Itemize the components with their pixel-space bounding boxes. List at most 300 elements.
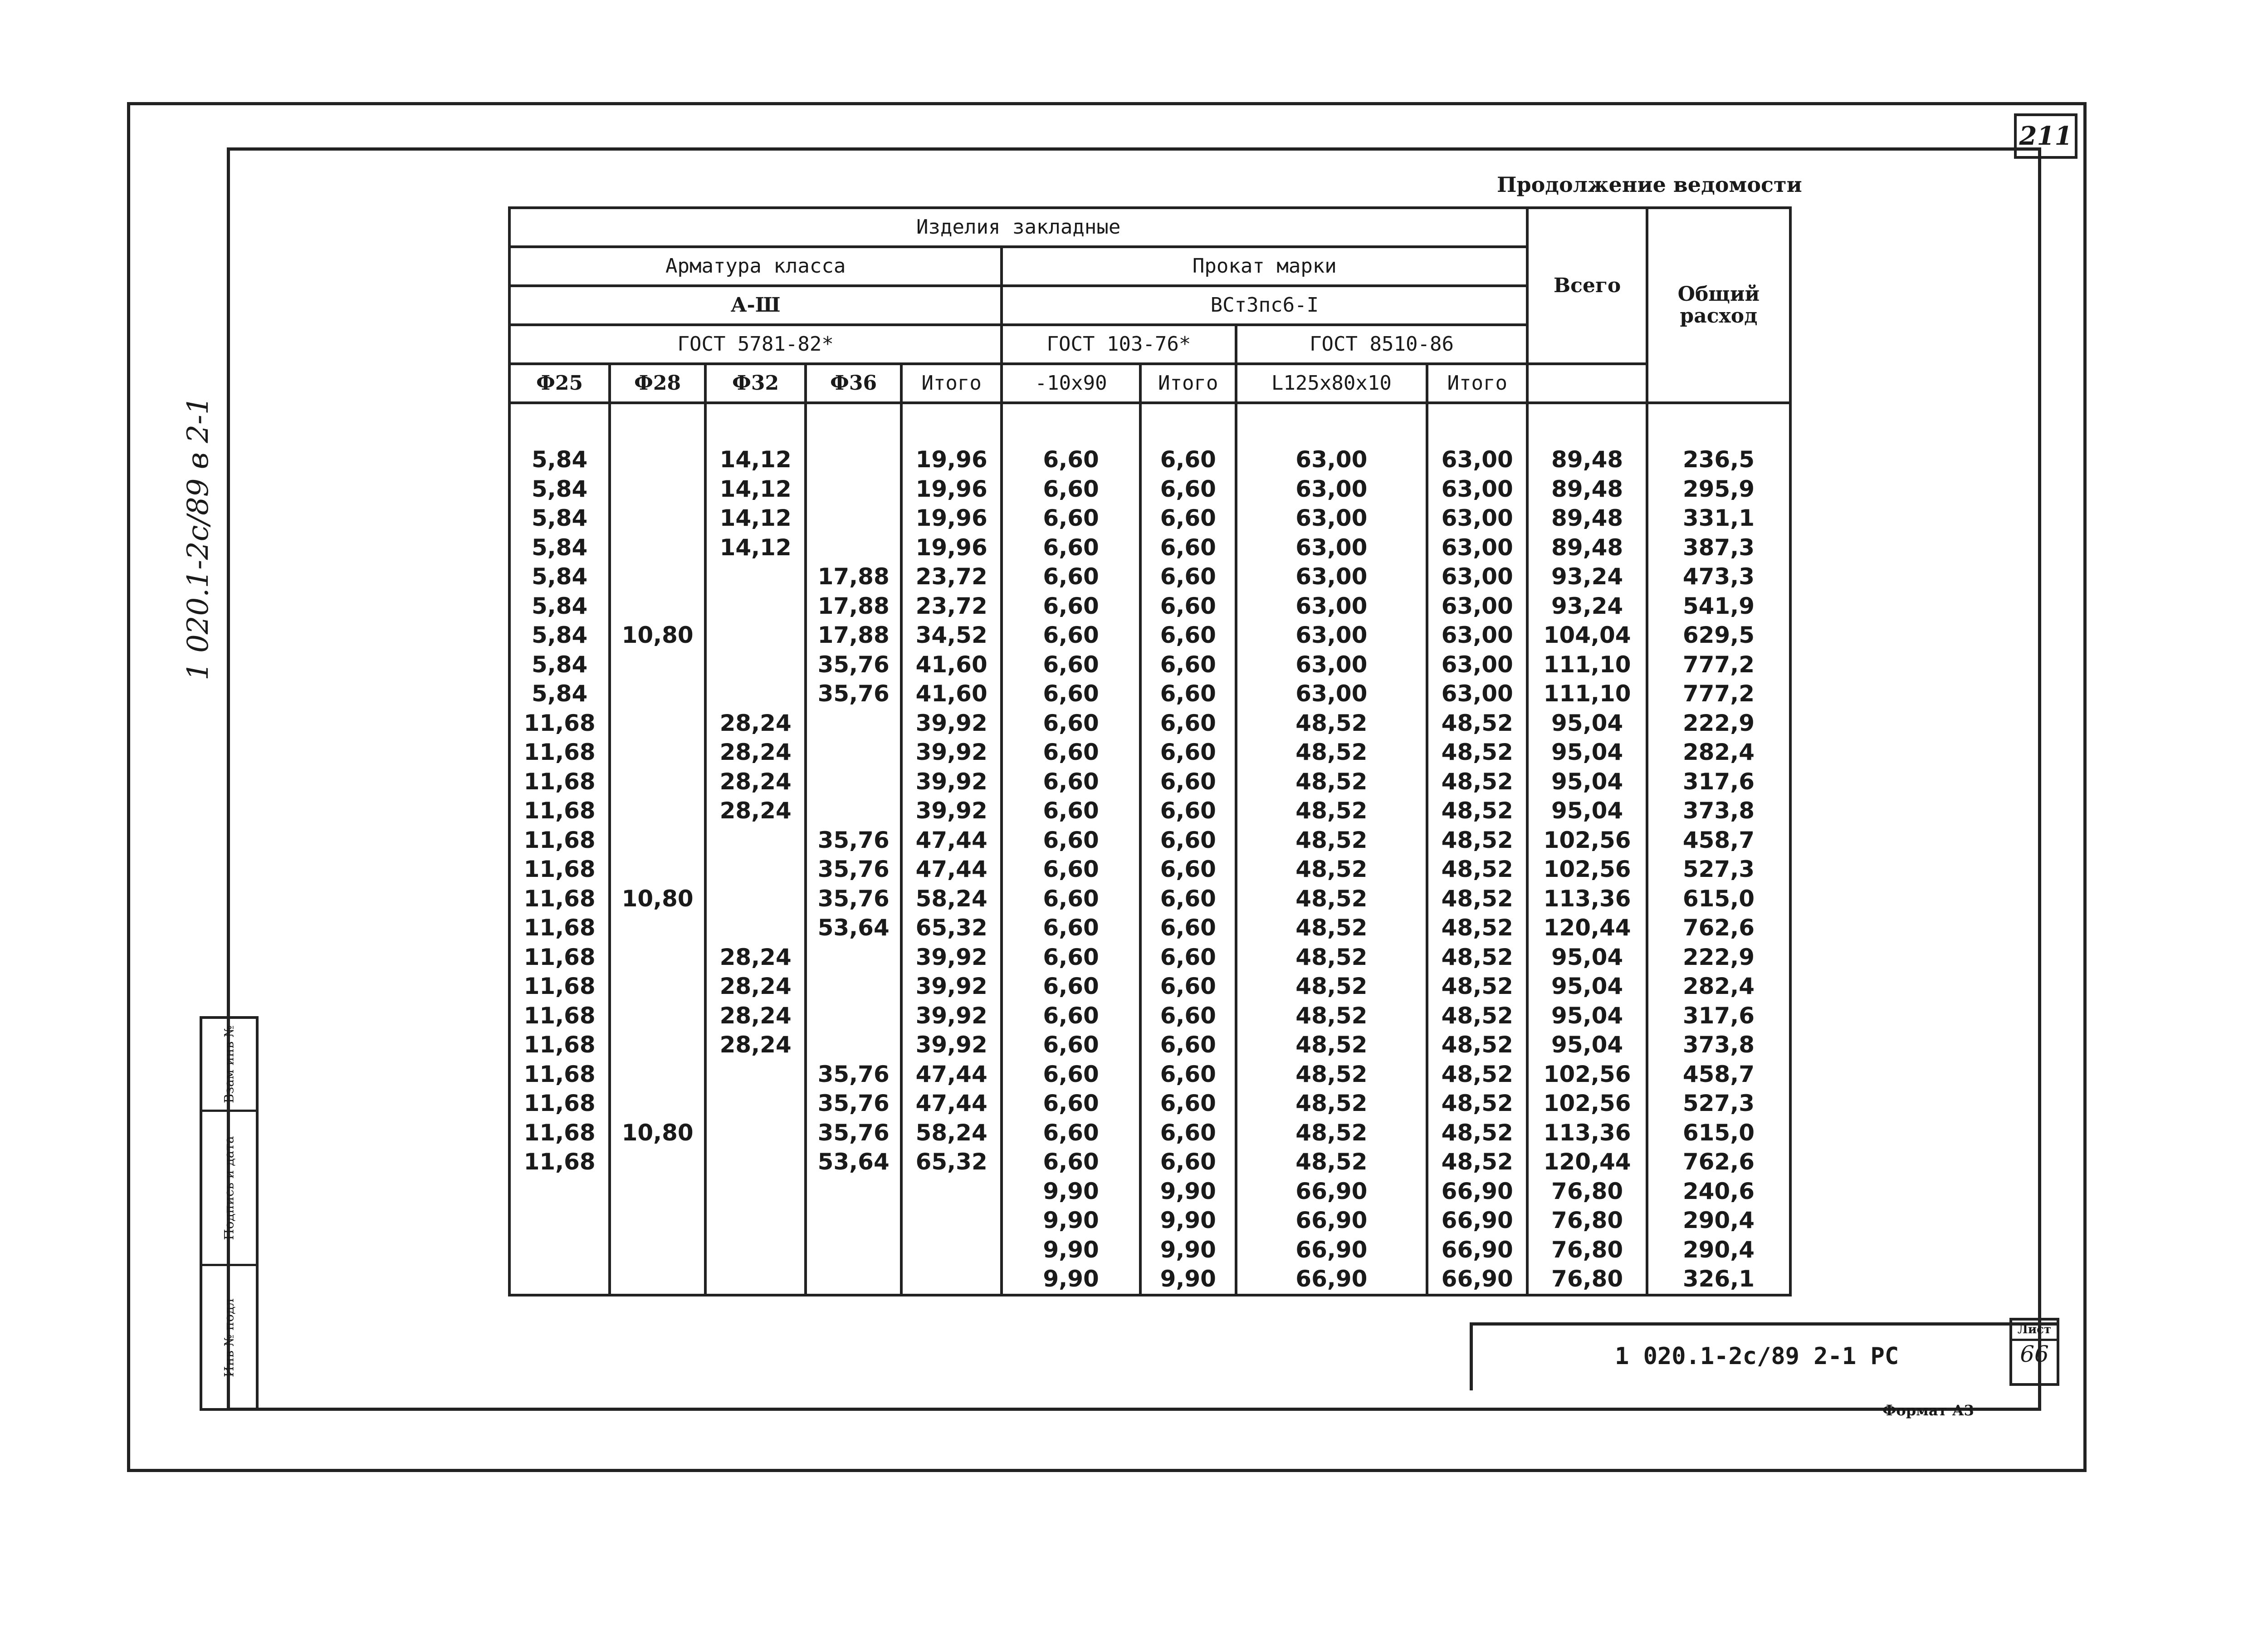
table-cell: 6,60 [1002,562,1140,592]
table-cell: 762,6 [1647,1147,1790,1177]
table-cell: 11,68 [509,972,610,1001]
table-cell: 95,04 [1527,767,1647,797]
table-cell: 373,8 [1647,1030,1790,1060]
table-cell: 63,00 [1236,679,1427,709]
table-cell: 39,92 [901,1030,1002,1060]
sheet-box [2009,1318,2059,1386]
table-body [509,403,1790,1295]
table-cell: 35,76 [806,1089,901,1118]
table-cell: 10,80 [610,1118,705,1148]
table-cell: 6,60 [1002,504,1140,533]
table-cell: 6,60 [1140,1001,1236,1031]
table-cell: 63,00 [1236,475,1427,504]
table-cell: 290,4 [1647,1206,1790,1235]
table-cell [610,504,705,533]
table-cell: 66,90 [1236,1177,1427,1206]
table-cell: 19,96 [901,504,1002,533]
table-cell: 63,00 [1427,621,1527,650]
table-cell: 5,84 [509,445,610,475]
table-cell: 93,24 [1527,562,1647,592]
table-cell: 222,9 [1647,943,1790,972]
header-rolled-grade: Прокат марки [1002,247,1527,286]
table-cell: 63,00 [1427,592,1527,621]
table-cell: 23,72 [901,562,1002,592]
table-cell [705,1206,806,1235]
table-cell: 63,00 [1427,650,1527,680]
table-cell: 48,52 [1427,826,1527,855]
table-cell: 19,96 [901,475,1002,504]
table-row [509,709,1790,738]
table-cell [705,1089,806,1118]
table-cell: 11,68 [509,1147,610,1177]
table-cell: 39,92 [901,767,1002,797]
table-row [509,1089,1790,1118]
header-rolled-gost-2: ГОСТ 8510-86 [1236,325,1528,364]
table-cell: 102,56 [1527,1089,1647,1118]
table-cell: 39,92 [901,972,1002,1001]
table-cell: 48,52 [1427,972,1527,1001]
table-cell: 458,7 [1647,826,1790,855]
table-cell: 39,92 [901,943,1002,972]
table-cell: 48,52 [1427,796,1527,826]
table-row [509,1206,1790,1235]
table-cell [610,1177,705,1206]
col-strip-subtotal: Итого [1140,364,1236,403]
table-cell [806,738,901,767]
format-label: Формат А3 [1882,1402,1974,1419]
table-cell: 48,52 [1236,1030,1427,1060]
table-cell: 113,36 [1527,884,1647,914]
table-spacer [509,403,1790,445]
table-cell: 63,00 [1236,562,1427,592]
table-cell: 527,3 [1647,855,1790,884]
table-cell: 28,24 [705,972,806,1001]
table-row [509,533,1790,563]
table-cell: 63,00 [1427,562,1527,592]
table-cell: 17,88 [806,562,901,592]
table-cell: 66,90 [1236,1264,1427,1295]
header-rebar-gost: ГОСТ 5781-82* [509,325,1002,364]
table-cell: 102,56 [1527,826,1647,855]
table-row [509,767,1790,797]
table-cell: 14,12 [705,533,806,563]
table-cell: 41,60 [901,650,1002,680]
table-cell: 5,84 [509,475,610,504]
col-strip: -10х90 [1002,364,1140,403]
table-row [509,826,1790,855]
table-cell: 6,60 [1002,709,1140,738]
col-d36: Ф36 [806,364,901,403]
table-cell: 48,52 [1427,709,1527,738]
table-cell: 11,68 [509,796,610,826]
table-cell: 473,3 [1647,562,1790,592]
table-cell: 11,68 [509,1060,610,1089]
col-d32: Ф32 [705,364,806,403]
table-cell: 777,2 [1647,679,1790,709]
table-cell: 19,96 [901,533,1002,563]
header-embedded: Изделия закладные [509,208,1527,247]
header-rolled-steel: ВСт3пс6-I [1002,286,1527,325]
table-cell: 39,92 [901,738,1002,767]
table-row [509,592,1790,621]
stamp-cell-replacement: Взам инв № [221,1025,237,1103]
table-cell: 6,60 [1002,855,1140,884]
table-cell: 66,90 [1427,1206,1527,1235]
table-cell [705,1147,806,1177]
table-cell: 236,5 [1647,445,1790,475]
table-cell: 53,64 [806,913,901,943]
table-cell: 615,0 [1647,1118,1790,1148]
table-cell: 317,6 [1647,1001,1790,1031]
table-cell [610,855,705,884]
table-cell: 527,3 [1647,1089,1790,1118]
table-cell: 28,24 [705,1001,806,1031]
table-cell: 6,60 [1002,738,1140,767]
header-rebar-class: Арматура класса [509,247,1002,286]
table-cell: 35,76 [806,884,901,914]
table-cell: 5,84 [509,504,610,533]
table-cell: 39,92 [901,796,1002,826]
table-cell [610,533,705,563]
table-cell [806,1030,901,1060]
table-cell: 6,60 [1140,445,1236,475]
table-row [509,1177,1790,1206]
table-row [509,1147,1790,1177]
table-cell [806,796,901,826]
table-cell [610,709,705,738]
table-cell [806,1264,901,1295]
table-cell: 6,60 [1002,796,1140,826]
table-cell: 35,76 [806,679,901,709]
table-cell [806,475,901,504]
table-cell: 6,60 [1140,621,1236,650]
table-cell [610,475,705,504]
table-cell: 6,60 [1002,972,1140,1001]
table-cell: 6,60 [1002,1030,1140,1060]
table-cell: 6,60 [1140,504,1236,533]
table-cell [610,767,705,797]
table-cell: 89,48 [1527,475,1647,504]
table-cell: 47,44 [901,1089,1002,1118]
table-cell: 9,90 [1002,1177,1140,1206]
table-cell: 35,76 [806,1060,901,1089]
table-cell [610,1060,705,1089]
table-cell [806,972,901,1001]
table-cell: 6,60 [1140,884,1236,914]
table-cell: 541,9 [1647,592,1790,621]
table-cell: 63,00 [1427,445,1527,475]
table-cell: 222,9 [1647,709,1790,738]
table-cell: 48,52 [1236,972,1427,1001]
table-cell: 48,52 [1427,767,1527,797]
table-cell: 76,80 [1527,1206,1647,1235]
table-cell: 39,92 [901,709,1002,738]
table-cell: 11,68 [509,1001,610,1031]
table-cell: 93,24 [1527,592,1647,621]
table-cell: 95,04 [1527,796,1647,826]
table-cell: 89,48 [1527,533,1647,563]
table-cell: 6,60 [1140,913,1236,943]
table-row [509,796,1790,826]
table-cell: 63,00 [1236,650,1427,680]
table-cell: 111,10 [1527,650,1647,680]
table-row [509,445,1790,475]
stamp-cell-signature: Подпись и дата [202,1110,256,1264]
table-cell [705,1060,806,1089]
table-row [509,943,1790,972]
col-total-cont [1527,364,1647,403]
table-cell [705,855,806,884]
table-cell: 58,24 [901,884,1002,914]
table-cell: 615,0 [1647,884,1790,914]
table-cell: 19,96 [901,445,1002,475]
table-cell: 6,60 [1002,445,1140,475]
table-cell: 95,04 [1527,738,1647,767]
table-cell: 6,60 [1002,621,1140,650]
table-cell: 48,52 [1236,1001,1427,1031]
table-cell: 28,24 [705,738,806,767]
table-cell [705,562,806,592]
table-cell: 9,90 [1002,1235,1140,1265]
table-cell: 41,60 [901,679,1002,709]
table-cell: 6,60 [1002,533,1140,563]
table-cell: 317,6 [1647,767,1790,797]
table-cell: 48,52 [1236,1060,1427,1089]
table-cell: 28,24 [705,1030,806,1060]
table-cell: 120,44 [1527,1147,1647,1177]
table-cell [806,709,901,738]
table-cell [610,650,705,680]
table-cell [806,1001,901,1031]
table-cell: 48,52 [1236,1089,1427,1118]
table-cell: 11,68 [509,1030,610,1060]
table-cell [901,1206,1002,1235]
table-cell: 89,48 [1527,504,1647,533]
table-cell: 9,90 [1140,1177,1236,1206]
table-cell: 48,52 [1236,796,1427,826]
table-cell [509,1235,610,1265]
table-cell: 240,6 [1647,1177,1790,1206]
table-cell: 6,60 [1140,709,1236,738]
table-cell: 48,52 [1427,855,1527,884]
table-cell [610,796,705,826]
table-cell [705,621,806,650]
table-cell [610,679,705,709]
table-cell: 14,12 [705,475,806,504]
table-cell: 76,80 [1527,1177,1647,1206]
table-row [509,1001,1790,1031]
table-row [509,913,1790,943]
table-cell: 63,00 [1427,679,1527,709]
col-d25: Ф25 [509,364,610,403]
table-cell: 6,60 [1140,796,1236,826]
table-cell: 35,76 [806,650,901,680]
table-cell [610,738,705,767]
table-cell [610,562,705,592]
table-cell: 5,84 [509,650,610,680]
table-cell: 10,80 [610,621,705,650]
table-cell [610,972,705,1001]
table-cell: 11,68 [509,767,610,797]
table-cell [705,826,806,855]
table-cell [610,1001,705,1031]
table-cell: 11,68 [509,1089,610,1118]
table-cell [806,767,901,797]
side-stamp [200,1016,259,1411]
table-cell: 95,04 [1527,1001,1647,1031]
table-cell: 282,4 [1647,738,1790,767]
table-cell: 66,90 [1427,1235,1527,1265]
table-row [509,475,1790,504]
table-cell: 48,52 [1427,1001,1527,1031]
table-cell: 6,60 [1002,1118,1140,1148]
table-cell [901,1235,1002,1265]
table-cell: 63,00 [1236,445,1427,475]
table-cell: 14,12 [705,504,806,533]
header-total: Всего [1527,208,1647,364]
table-cell: 66,90 [1236,1206,1427,1235]
table-cell: 63,00 [1236,504,1427,533]
table-cell [705,650,806,680]
table-cell: 5,84 [509,562,610,592]
col-d28: Ф28 [610,364,705,403]
table-cell [705,913,806,943]
table-cell [610,1264,705,1295]
table-cell [705,1177,806,1206]
continuation-title: Продолжение ведомости [1497,172,1802,197]
table-cell: 48,52 [1236,738,1427,767]
table-row [509,972,1790,1001]
sheet-corner-number: 211 [2014,113,2077,159]
col-rebar-subtotal: Итого [901,364,1002,403]
table-cell: 6,60 [1002,1089,1140,1118]
table-cell: 6,60 [1002,1147,1140,1177]
table-cell: 6,60 [1002,884,1140,914]
col-angle: L125х80х10 [1236,364,1427,403]
table-cell: 102,56 [1527,1060,1647,1089]
table-row [509,650,1790,680]
table-cell [610,826,705,855]
table-cell: 58,24 [901,1118,1002,1148]
table-cell [610,1235,705,1265]
table-cell: 5,84 [509,621,610,650]
table-cell: 63,00 [1427,475,1527,504]
table-cell: 5,84 [509,533,610,563]
sheet-label: Лист [2012,1321,2057,1341]
table-cell: 9,90 [1002,1264,1140,1295]
table-cell: 89,48 [1527,445,1647,475]
table-cell [705,884,806,914]
table-cell: 104,04 [1527,621,1647,650]
table-cell: 48,52 [1236,709,1427,738]
table-cell: 113,36 [1527,1118,1647,1148]
table-cell: 5,84 [509,679,610,709]
table-cell [705,592,806,621]
table-cell: 6,60 [1140,943,1236,972]
table-cell: 762,6 [1647,913,1790,943]
table-cell: 17,88 [806,621,901,650]
header-overall: Общий расход [1647,208,1790,403]
table-cell [509,1264,610,1295]
table-cell: 28,24 [705,709,806,738]
table-row [509,1118,1790,1148]
table-cell: 629,5 [1647,621,1790,650]
table-cell: 458,7 [1647,1060,1790,1089]
table-cell: 387,3 [1647,533,1790,563]
table-cell [806,504,901,533]
table-cell: 331,1 [1647,504,1790,533]
header-rebar-grade: А-Ш [509,286,1002,325]
table-cell: 6,60 [1002,767,1140,797]
table-cell: 6,60 [1140,650,1236,680]
table-cell: 48,52 [1427,1060,1527,1089]
table-cell: 95,04 [1527,709,1647,738]
table-cell: 63,00 [1236,592,1427,621]
table-cell: 11,68 [509,855,610,884]
table-row [509,621,1790,650]
table-cell: 48,52 [1427,738,1527,767]
table-cell: 48,52 [1236,826,1427,855]
table-cell: 6,60 [1002,592,1140,621]
table-cell: 6,60 [1140,767,1236,797]
table-cell [705,1235,806,1265]
table-cell: 111,10 [1527,679,1647,709]
table-cell: 48,52 [1236,884,1427,914]
table-cell: 63,00 [1236,621,1427,650]
table-row [509,738,1790,767]
table-cell: 95,04 [1527,943,1647,972]
table-row [509,1060,1790,1089]
table-cell: 66,90 [1236,1235,1427,1265]
table-row [509,504,1790,533]
table-cell: 48,52 [1427,1118,1527,1148]
table-cell [806,943,901,972]
table-cell: 48,52 [1236,1147,1427,1177]
table-cell: 6,60 [1002,650,1140,680]
table-cell [610,445,705,475]
table-cell [610,1147,705,1177]
table-cell: 6,60 [1140,1147,1236,1177]
table-cell: 28,24 [705,796,806,826]
table-cell: 47,44 [901,826,1002,855]
table-cell: 6,60 [1140,533,1236,563]
table-cell: 6,60 [1002,679,1140,709]
table-cell: 47,44 [901,1060,1002,1089]
table-cell: 295,9 [1647,475,1790,504]
table-cell: 63,00 [1427,504,1527,533]
table-cell: 76,80 [1527,1264,1647,1295]
table-cell: 17,88 [806,592,901,621]
table-row [509,855,1790,884]
table-cell: 63,00 [1427,533,1527,563]
table-cell: 11,68 [509,738,610,767]
table-cell [806,1206,901,1235]
table-cell: 35,76 [806,826,901,855]
table-cell: 9,90 [1140,1235,1236,1265]
table-cell: 290,4 [1647,1235,1790,1265]
table-cell: 23,72 [901,592,1002,621]
table-cell: 53,64 [806,1147,901,1177]
table-cell: 6,60 [1140,1030,1236,1060]
table-cell [806,445,901,475]
table-row [509,1030,1790,1060]
table-cell: 5,84 [509,592,610,621]
table-cell: 39,92 [901,1001,1002,1031]
table-row [509,679,1790,709]
table-row [509,884,1790,914]
table-cell: 9,90 [1140,1264,1236,1295]
table-cell: 326,1 [1647,1264,1790,1295]
